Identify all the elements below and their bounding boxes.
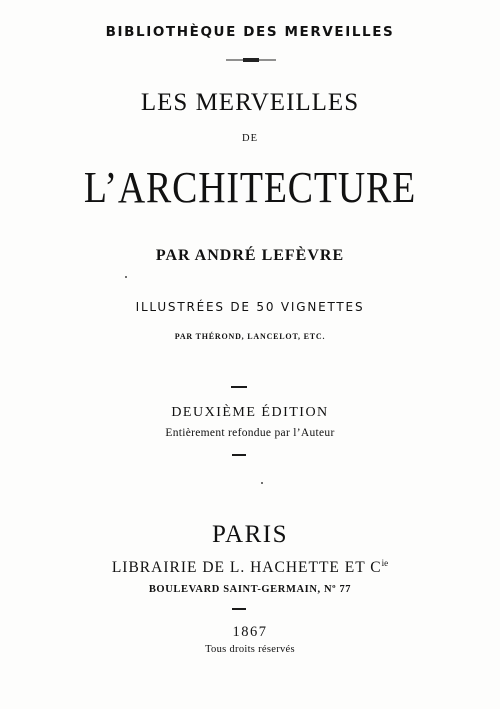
author-line: PAR ANDRÉ LEFÈVRE — [155, 247, 345, 264]
divider-rule-top — [231, 386, 247, 388]
edition-note: Entièrement refondue par l’Auteur — [165, 427, 335, 439]
edition-label: DEUXIÈME ÉDITION — [171, 405, 329, 420]
illustrators-line: PAR THÉROND, LANCELOT, ETC. — [174, 332, 326, 341]
rights-notice: Tous droits réservés — [205, 644, 295, 655]
ornament-divider-icon — [226, 57, 276, 63]
illustrations-line: ILLUSTRÉES DE 50 VIGNETTES — [135, 300, 365, 314]
imprint-publisher — [0, 559, 500, 576]
divider-rule-bottom — [232, 608, 246, 610]
imprint-city: PARIS — [211, 521, 289, 548]
publisher-name: LIBRAIRIE DE L. HACHETTE ET C — [111, 559, 382, 576]
series-title: BIBLIOTHÈQUE DES MERVEILLES — [105, 24, 395, 40]
ink-speck — [261, 482, 263, 484]
title-line-1: LES MERVEILLES — [140, 89, 360, 116]
ink-speck — [125, 276, 127, 278]
title-line-2: L’ARCHITECTURE — [83, 163, 417, 212]
divider-rule-middle — [232, 454, 246, 456]
title-connector: DE — [242, 133, 258, 144]
imprint-year: 1867 — [232, 624, 268, 640]
publisher-abbrev-superscript: ie — [381, 558, 389, 568]
imprint-address: BOULEVARD SAINT-GERMAIN, Nº 77 — [148, 584, 352, 595]
